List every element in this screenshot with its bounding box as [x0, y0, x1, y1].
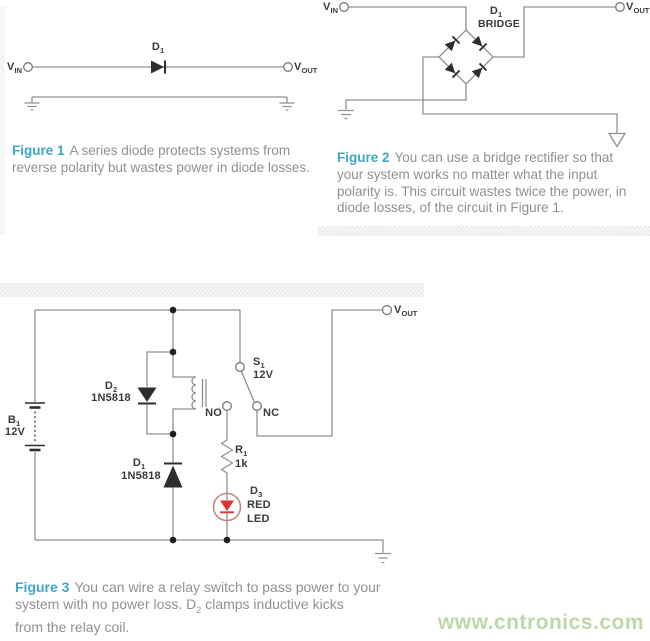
ground-rail — [32, 97, 287, 103]
figure2-caption: Figure 2 You can use a bridge rectifier so that your system works no matter what the input polarity is. This circuit wastes twice the power, in diode losses, of the circuit in Figure 1. — [337, 150, 627, 216]
switch-common-contact — [236, 363, 245, 372]
bottom-rail — [35, 540, 383, 553]
separator-band-right — [318, 226, 650, 236]
resistor-icon — [222, 437, 233, 477]
junction-dot — [170, 349, 177, 356]
junction-dot — [224, 537, 231, 544]
fig2-bridge-label: BRIDGE — [477, 18, 521, 30]
fig1-d1-label: $D_1$ — [151, 41, 165, 56]
fig1-vout-label: $V_{OUT}$ — [294, 61, 318, 76]
diode-icon — [151, 61, 165, 74]
figure1-tag: Figure 1 — [12, 143, 65, 158]
vout-terminal — [383, 306, 392, 315]
battery-icon — [25, 403, 45, 450]
fig3-s1-label: $S_1$ — [253, 356, 265, 371]
diode-d1-icon — [164, 464, 183, 488]
fig2-vin-label: $V_{IN}$ — [322, 1, 338, 16]
fig3-r1-value: 1k — [235, 458, 248, 470]
switch-nc-contact — [253, 402, 262, 411]
triangle-ground-icon — [609, 134, 625, 147]
figure3-tag: Figure 3 — [15, 579, 70, 595]
led-icon — [214, 494, 241, 521]
figure1-caption: Figure 1 A series diode protects systems from reverse polarity but wastes power in diode losses. — [12, 143, 310, 175]
fig3-r1-label: $R_1$ — [235, 444, 248, 459]
diode-d2-icon — [138, 388, 157, 404]
fig3-nc-label: NC — [263, 407, 280, 419]
junction-dot — [170, 537, 177, 544]
fig3-d1-part: 1N5818 — [121, 470, 161, 482]
figure1-schematic — [0, 0, 320, 120]
fig3-s1-value: 12V — [253, 369, 274, 381]
vin-wire — [349, 7, 467, 30]
figure2-tag: Figure 2 — [337, 150, 390, 165]
junction-dot — [170, 307, 177, 314]
ground-icon — [338, 111, 354, 119]
vout-wire — [493, 7, 615, 57]
bottom-node-wire — [346, 84, 466, 110]
coil-top-lead — [173, 310, 196, 377]
vin-terminal — [340, 3, 349, 12]
switch-no-contact — [223, 402, 232, 411]
watermark: www.cntronics.com — [437, 611, 644, 634]
fig3-d2-label: $D_2$ — [104, 380, 118, 395]
fig3-d2-part: 1N5818 — [91, 392, 131, 404]
fig2-vout-label: $V_{OUT}$ — [626, 1, 650, 16]
fig1-vin-label: $V_{IN}$ — [6, 61, 22, 76]
vin-terminal — [24, 63, 33, 72]
ground-icon — [375, 554, 391, 563]
figure3-caption: Figure 3 You can wire a relay switch to pass power to your system with no power loss. $D_2$ clamps inductive kicks from the relay coil. — [15, 579, 381, 635]
relay-coil-icon — [192, 377, 206, 409]
fig3-b1-value: 12V — [4, 426, 26, 438]
junction-dot — [170, 431, 177, 438]
fig3-b1-label: $B_1$ — [7, 414, 21, 429]
vout-terminal — [284, 63, 293, 72]
vout-terminal — [616, 3, 625, 12]
ground-icon — [280, 103, 295, 110]
fig3-d3-label: $D_3$ — [250, 485, 263, 500]
fig3-d3-color: RED — [247, 499, 271, 511]
figure3-schematic — [0, 295, 420, 577]
fig3-no-label: NO — [205, 407, 222, 419]
ground-icon — [25, 103, 40, 110]
fig2-d1-label: $D_1$ — [489, 5, 503, 20]
bridge-diamond — [439, 30, 493, 84]
fig3-vout-label: $V_{OUT}$ — [394, 304, 418, 319]
fig3-d3-type: LED — [247, 513, 270, 525]
fig3-d1-label: $D_1$ — [132, 457, 146, 472]
